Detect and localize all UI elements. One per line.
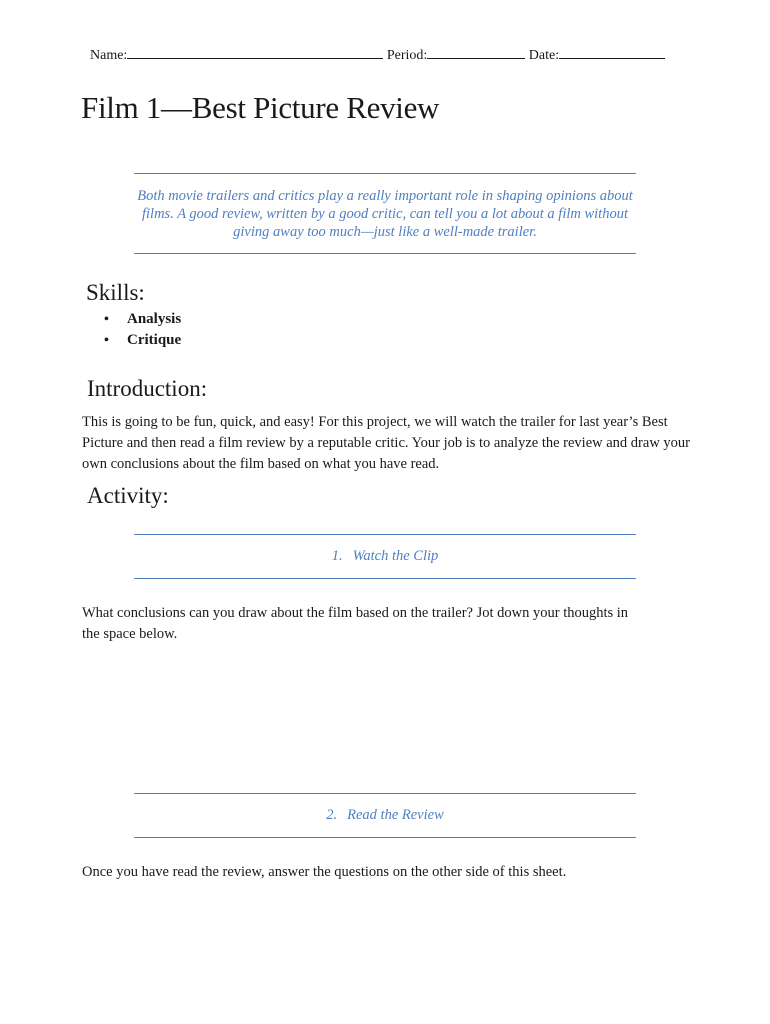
period-blank — [427, 46, 525, 59]
introduction-text: This is going to be fun, quick, and easy! For this project, we will watch the trailer for last year’s Best Picture and then read a film review by a reputable critic. Your job is to analyze the review and draw your own conclusions about the film based on what you have read. — [82, 414, 690, 472]
quote-top-rule — [134, 173, 636, 174]
skills-list-item — [104, 330, 181, 351]
step-read-review — [134, 807, 636, 824]
step-label: Watch the Clip — [352, 548, 439, 564]
quote-bottom-rule — [134, 253, 636, 254]
step-label: Read the Review — [347, 807, 444, 823]
skills-heading: Skills: — [86, 280, 145, 305]
trailer-prompt: What conclusions can you draw about the film based on the trailer? Jot down your thoughts in the space below. — [82, 605, 629, 642]
step-number: 2. — [326, 807, 338, 823]
step2-top-rule — [134, 793, 636, 794]
page-title: Film 1—Best Picture Review — [81, 90, 440, 125]
student-info-header — [90, 46, 665, 64]
name-label: Name: — [90, 48, 128, 63]
date-label: Date: — [528, 48, 560, 63]
date-blank — [559, 46, 665, 59]
skill-label: Analysis — [127, 311, 182, 327]
bullet-icon: • — [104, 312, 109, 327]
step-watch-clip — [134, 548, 636, 565]
review-prompt: Once you have read the review, answer the questions on the other side of this sheet. — [82, 864, 567, 880]
introduction-heading: Introduction: — [87, 376, 208, 401]
step-number: 1. — [331, 548, 343, 564]
bullet-icon: • — [104, 333, 109, 348]
skill-label: Critique — [127, 332, 182, 348]
step2-bottom-rule — [134, 837, 636, 838]
activity-heading: Activity: — [87, 483, 169, 508]
period-label: Period: — [386, 48, 428, 63]
name-blank — [127, 46, 383, 59]
step1-top-rule — [134, 534, 636, 535]
skills-list-item — [104, 309, 181, 330]
step1-bottom-rule — [134, 578, 636, 579]
skills-list — [104, 309, 181, 351]
intro-quote: Both movie trailers and critics play a really important role in shaping opinions about films. A good review, written by a good critic, can tell you a lot about a film without giving away too much—just like a well-made trailer. — [137, 188, 633, 240]
